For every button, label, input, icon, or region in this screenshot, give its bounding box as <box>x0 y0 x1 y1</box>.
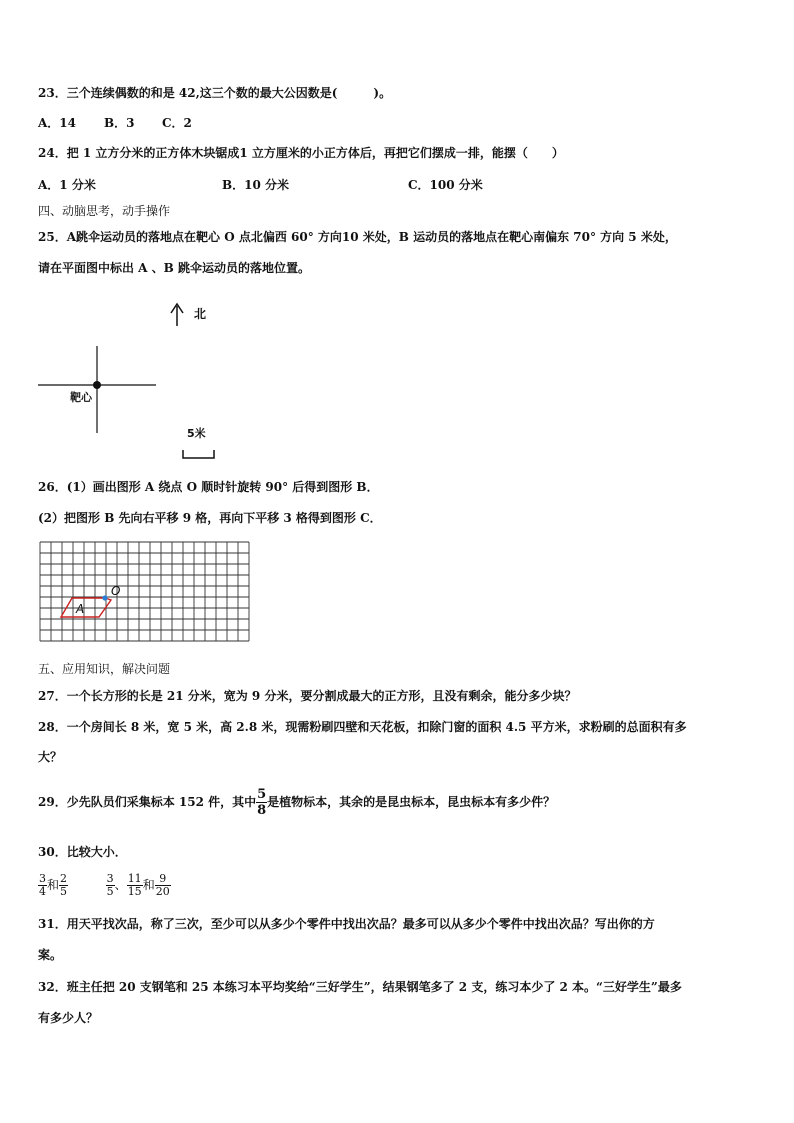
scale-bar <box>183 450 214 458</box>
scale-label: 5米 <box>187 427 206 440</box>
target-center-point <box>93 381 101 389</box>
q24-option-a: A．1 分米 <box>38 178 96 192</box>
fraction-numerator: 3 <box>39 872 46 885</box>
fraction-denominator: 20 <box>155 885 170 898</box>
question-25-line1: 25．A跳伞运动员的落地点在靶心 O 点北偏西 60° 方向10 米处，B 运动员的落地点在靶心南偏东 70° 方向 5 米处， <box>38 230 677 244</box>
question-24: 24．把 1 立方分米的正方体木块锯成1 立方厘米的小正方体后，再把它们摆成一排，能摆（ ） <box>38 146 564 160</box>
question-31-line2: 案。 <box>38 948 63 962</box>
q24-option-c: C．100 分米 <box>408 178 483 192</box>
target-center-label: 靶心 <box>70 391 92 404</box>
shape-a-parallelogram <box>61 598 111 617</box>
fraction-denominator: 5 <box>60 885 68 898</box>
q24-option-b: B．10 分米 <box>222 178 290 192</box>
question-30-fractions <box>38 870 171 900</box>
q23-option-a: A．14 <box>38 116 77 130</box>
question-28-line1: 28．一个房间长 8 米，宽 5 米，高 2.8 米，现需粉刷四壁和天花板，扣除门窗的面积 4.5 平方米，求粉刷的总面积有多 <box>38 720 687 734</box>
fraction-denominator: 4 <box>39 885 46 898</box>
fraction-numerator: 11 <box>127 872 142 885</box>
and-word: 和 <box>142 878 155 892</box>
section-4-heading: 四、动脑思考，动手操作 <box>38 204 171 218</box>
q29-fraction-denominator: 8 <box>257 803 267 818</box>
fraction-9-20 <box>155 873 171 898</box>
q29-fraction-numerator: 5 <box>257 787 267 802</box>
section-5-heading: 五、应用知识，解决问题 <box>38 662 171 676</box>
q23-option-b: B．3 <box>104 116 135 130</box>
question-30-title: 30．比较大小． <box>38 845 127 859</box>
question-32-line2: 有多少人？ <box>38 1011 99 1025</box>
and-word: 和 <box>47 878 60 892</box>
fraction-11-15 <box>127 873 143 898</box>
fraction-2-5 <box>59 873 68 898</box>
target-diagram <box>30 298 250 468</box>
question-31-line1: 31．用天平找次品，称了三次，至少可以从多少个零件中找出次品？最多可以从多少个零件中找出次品？写出你的方 <box>38 917 655 931</box>
question-23: 23．三个连续偶数的和是 42,这三个数的最大公因数是( )。 <box>38 86 392 100</box>
question-27: 27．一个长方形的长是 21 分米，宽为 9 分米，要分割成最大的正方形，且没有剩余，能分多少块？ <box>38 689 577 703</box>
question-29 <box>38 785 555 819</box>
point-o-label: O <box>111 584 121 598</box>
separator: 、 <box>114 878 127 892</box>
q29-fraction <box>256 787 267 818</box>
q29-text-before: 29．少先队员们采集标本 152 件，其中 <box>38 795 257 809</box>
question-26-part2: (2）把图形 B 先向右平移 9 格，再向下平移 3 格得到图形 C． <box>38 511 382 525</box>
q23-option-c: C．2 <box>162 116 192 130</box>
shape-a-label: A <box>76 602 85 616</box>
grid-lines <box>40 542 249 641</box>
question-26-part1: 26．(1）画出图形 A 绕点 O 顺时针旋转 90° 后得到图形 B． <box>38 480 379 494</box>
point-o-marker <box>102 595 107 600</box>
question-32-line1: 32．班主任把 20 支钢笔和 25 本练习本平均奖给“三好学生”，结果钢笔多了 2 支，练习本少了 2 本。“三好学生”最多 <box>38 980 682 994</box>
fraction-denominator: 15 <box>127 885 142 898</box>
fraction-denominator: 5 <box>106 885 114 898</box>
grid-figure <box>38 540 254 650</box>
fraction-numerator: 3 <box>106 872 114 885</box>
question-28-line2: 大？ <box>38 750 63 764</box>
fraction-numerator: 2 <box>60 872 68 885</box>
question-25-line2: 请在平面图中标出 A 、B 跳伞运动员的落地位置。 <box>38 261 310 275</box>
fraction-numerator: 9 <box>155 873 171 886</box>
fraction-3-4 <box>38 873 47 898</box>
fraction-3-5 <box>106 873 115 898</box>
north-label: 北 <box>194 307 207 321</box>
q29-text-after: 是植物标本，其余的是昆虫标本，昆虫标本有多少件？ <box>267 795 556 809</box>
